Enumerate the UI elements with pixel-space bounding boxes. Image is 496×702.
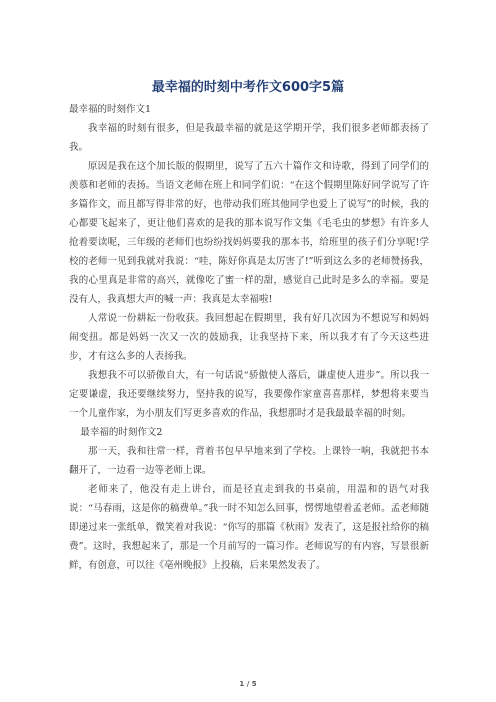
section-heading-1: 最幸福的时刻作文1: [69, 104, 152, 115]
paragraph: 人常说一份耕耘一份收获。我回想起在假期里，我有好几次因为不想说写和妈妈闹变扭。都是妈妈一次又一次的鼓励我，让我坚持下来，所以我才有了今天这些进步，才有这么多的人表扬我。: [69, 313, 429, 362]
document-title: 最幸福的时刻中考作文600字5篇: [151, 80, 345, 95]
section-heading-2: 最幸福的时刻作文2: [80, 427, 163, 438]
paragraph: 我幸福的时刻有很多，但是我最幸福的就是这学期开学，我们很多老师都表扬了我。: [69, 123, 429, 153]
page-number: 1 / 5: [239, 680, 257, 688]
paragraph: 原因是我在这个加长版的假期里，说写了五六十篇作文和诗歌，得到了同学们的羡慕和老师的表扬。当语文老师在班上和同学们说：“在这个假期里陈好同学说写了许多篇作文，而且都写得非常的好，也带动我们班其他同学也爱上了说写”的时候，我的心都要飞起来了，更让他们喜欢的是我的那本说写作文集《毛毛虫的梦想》有许多人抢着要读呢，三年级的老师们也纷纷找妈妈要我的那本书，给班里的孩子们分享呢!学校的老师一见到我就对我说：“哇，陈好你真是太厉害了!”听到这么多的老师赞扬我，我的心里真是非常的高兴，就像吃了蜜一样的甜，感觉自己此时是多么的幸福。要是没有人，我真想大声的喊一声：我真是太幸福啦!: [69, 161, 429, 305]
paragraph: 我想我不可以骄傲自大，有一句话说“骄傲使人落后，谦虚使人进步”。所以我一定要谦虚，我还要继续努力，坚持我的说写，我要像作家童喜喜那样，梦想将来要当一个儿童作家，为小朋友们写更多喜欢的作品，我想那时才是我最最幸福的时刻。: [69, 370, 429, 419]
paragraph: 那一天，我和往常一样，背着书包早早地来到了学校。上课铃一响，我就把书本翻开了，一边看一边等老师上课。: [69, 446, 429, 476]
document-body: [69, 100, 429, 575]
paragraph: 老师来了，他没有走上讲台，而是径直走到我的书桌前，用温和的语气对我说：“马春雨，这是你的稿费单。”我一时不知怎么回事，愣愣地望着孟老师。孟老师随即递过来一张纸单，微笑着对我说：“你写的那篇《秋雨》发表了，这是报社给你的稿费”。这时，我想起来了，那是一个月前写的一篇习作。老师说写的有内容，写景很新鲜，有创意，可以往《亳州晚报》上投稿，后来果然发表了。: [69, 484, 429, 571]
